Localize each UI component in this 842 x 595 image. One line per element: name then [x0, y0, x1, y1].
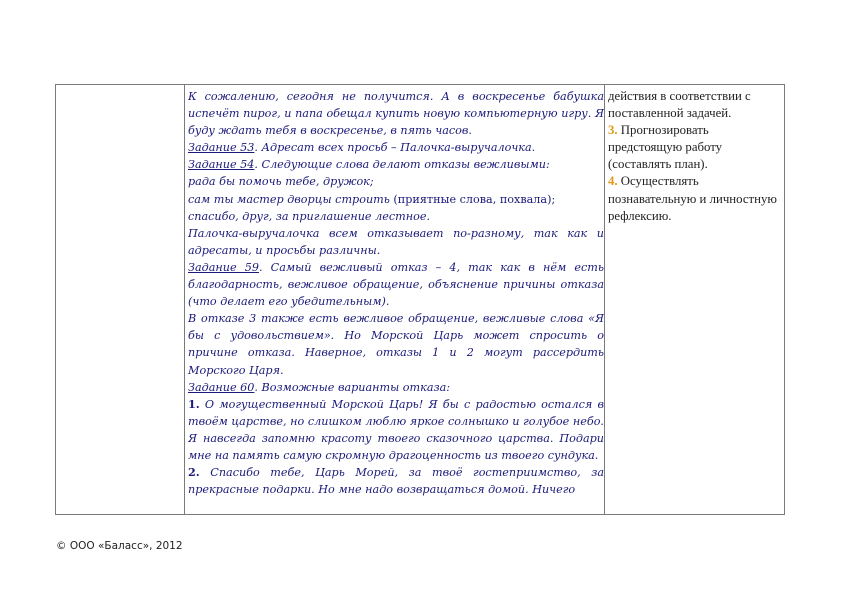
paragraph-otkaz-3: В отказе 3 также есть вежливое обращение, вежливые слова «Я бы с удовольствием». Но Морской Царь может спросить о причине отказа. Наверное, отказы 1 и 2 могут рассердить Морского Царя.	[188, 312, 604, 377]
variant-2-text: Спасибо тебе, Царь Морей, за твоё гостеприимство, за прекрасные подарки. Но мне надо возвращаться домой. Ничего	[188, 466, 604, 497]
task-53	[188, 139, 604, 156]
task-59-label: Задание 59	[188, 260, 259, 274]
phrase-3: спасибо, друг, за приглашение лестное.	[188, 209, 431, 223]
phrase-2	[188, 191, 604, 208]
variant-1	[188, 396, 604, 464]
skill-3	[608, 122, 784, 173]
copyright-footer: © ООО «Баласс», 2012	[56, 540, 183, 552]
phrase-2-note: (приятные слова, похвала);	[389, 192, 556, 206]
task-60-label: Задание 60	[188, 380, 255, 394]
skill-4-text: Осуществлять познавательную и личностную рефлексию.	[608, 174, 777, 223]
task-54-text: . Следующие слова делают отказы вежливыми:	[254, 158, 550, 172]
task-60	[188, 379, 604, 396]
skill-3-number: 3.	[608, 123, 618, 138]
variant-1-number: 1.	[188, 396, 200, 411]
task-54	[188, 156, 604, 173]
skill-line-1: действия в соответствии с поставленной задачей.	[608, 89, 751, 121]
task-59-text: . Самый вежливый отказ – 4, так как в нём есть благодарность, вежливое обращение, объяснение причины отказа (что делает его убедительным).	[188, 260, 604, 309]
skill-4-number: 4.	[608, 174, 618, 189]
paragraph-intro: К сожалению, сегодня не получится. А в воскресенье бабушка испечёт пирог, и папа обещал купить новую компьютерную игру. Я буду ждать тебя в воскресенье, в пять часов.	[188, 90, 604, 138]
variant-1-text: О могущественный Морской Царь! Я бы с радостью остался в твоём царстве, но слишком люблю яркое солнышко и голубое небо. Я навсегда запомню красоту твоего сказочного царства. Подари мне на память самую скромную драгоценность из твоего сундука.	[188, 397, 604, 462]
task-53-label: Задание 53	[188, 141, 255, 155]
variant-2	[188, 464, 604, 498]
phrase-2-quote: сам ты мастер дворцы строить	[188, 192, 390, 206]
task-53-text: . Адресат всех просьб – Палочка-выручалочка.	[254, 141, 536, 155]
answers-column	[188, 88, 604, 512]
task-59	[188, 259, 604, 310]
task-54-label: Задание 54	[188, 158, 255, 172]
variant-2-number: 2.	[188, 465, 200, 480]
paragraph-palochka: Палочка-выручалочка всем отказывает по-разному, так как и адресаты, и просьбы различны.	[188, 226, 604, 257]
skills-column	[608, 88, 784, 225]
task-60-text: . Возможные варианты отказа:	[254, 380, 451, 394]
skill-3-text: Прогнозировать предстоящую работу (составлять план).	[608, 123, 723, 172]
phrase-1: рада бы помочь тебе, дружок;	[188, 175, 374, 189]
column-divider-2	[604, 85, 605, 514]
column-divider-1	[184, 85, 185, 514]
skill-4	[608, 173, 784, 224]
content-table	[55, 84, 785, 515]
